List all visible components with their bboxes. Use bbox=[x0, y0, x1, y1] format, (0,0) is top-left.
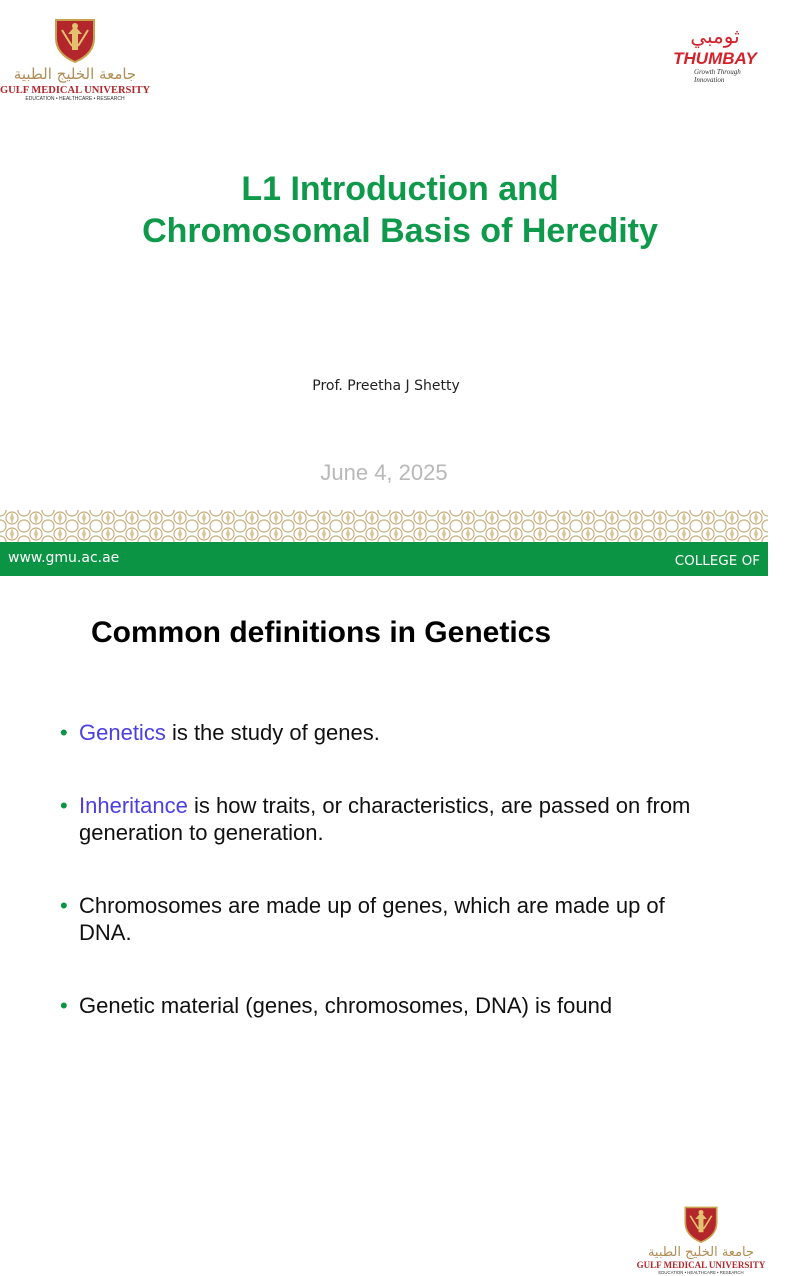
bullet-item bbox=[60, 792, 700, 846]
thumbay-logo bbox=[664, 26, 766, 84]
title-slide bbox=[0, 0, 768, 576]
bullet-text: is the study of genes. bbox=[165, 720, 380, 745]
bullet-text: Genetic material (genes, chromosomes, DNA) is found bbox=[79, 993, 613, 1018]
footer-url-link[interactable]: www.gmu.ac.ae bbox=[8, 550, 120, 566]
bullet-item bbox=[60, 892, 700, 946]
thumbay-arabic: ثومبي bbox=[690, 24, 740, 48]
slide-date: June 4, 2025 bbox=[320, 460, 448, 485]
slide-title-line2: Chromosomal Basis of Heredity bbox=[142, 212, 658, 250]
content-slide bbox=[0, 586, 768, 1275]
thumbay-name: THUMBAY bbox=[673, 49, 757, 68]
bullet-text: Chromosomes are made up of genes, which are made up of DNA. bbox=[79, 893, 665, 945]
bullet-item bbox=[60, 992, 700, 1019]
slide2-title: Common definitions in Genetics bbox=[91, 616, 552, 649]
slide-title bbox=[0, 168, 800, 252]
thumbay-tagline: Growth Through Innovation bbox=[694, 68, 741, 84]
footer-college-label: COLLEGE OF bbox=[674, 553, 760, 569]
gmu-tagline: EDUCATION • HEALTHCARE • RESEARCH bbox=[658, 1269, 744, 1275]
footer-bar bbox=[0, 542, 768, 576]
gmu-arabic-name: جامعة الخليج الطبية bbox=[647, 1245, 755, 1260]
slide-separator bbox=[0, 576, 768, 586]
bullet-dot-icon: • bbox=[60, 720, 68, 745]
bullet-term: Genetics bbox=[79, 720, 166, 745]
gmu-logo-small bbox=[636, 1204, 766, 1276]
bullet-dot-icon: • bbox=[60, 993, 68, 1018]
decorative-pattern-band bbox=[0, 510, 768, 542]
gmu-tagline: EDUCATION • HEALTHCARE • RESEARCH bbox=[25, 95, 125, 102]
bullet-item bbox=[60, 719, 700, 746]
bullet-term: Inheritance bbox=[79, 793, 188, 818]
slide-title-line1: L1 Introduction and bbox=[241, 170, 559, 208]
gmu-name: GULF MEDICAL UNIVERSITY bbox=[636, 1260, 766, 1270]
gmu-crest-icon bbox=[682, 1204, 720, 1244]
bullet-dot-icon: • bbox=[60, 793, 68, 818]
presenter-name: Prof. Preetha J Shetty bbox=[312, 378, 460, 394]
gmu-name: GULF MEDICAL UNIVERSITY bbox=[0, 85, 151, 96]
bullet-text: is how traits, or characteristics, are passed on from generation to generation. bbox=[79, 793, 691, 845]
gmu-arabic-name: جامعة الخليج الطبية bbox=[13, 65, 137, 83]
bullet-dot-icon: • bbox=[60, 893, 68, 918]
definition-list bbox=[60, 719, 700, 1065]
gmu-crest-icon bbox=[52, 16, 98, 64]
gmu-logo bbox=[0, 16, 151, 102]
